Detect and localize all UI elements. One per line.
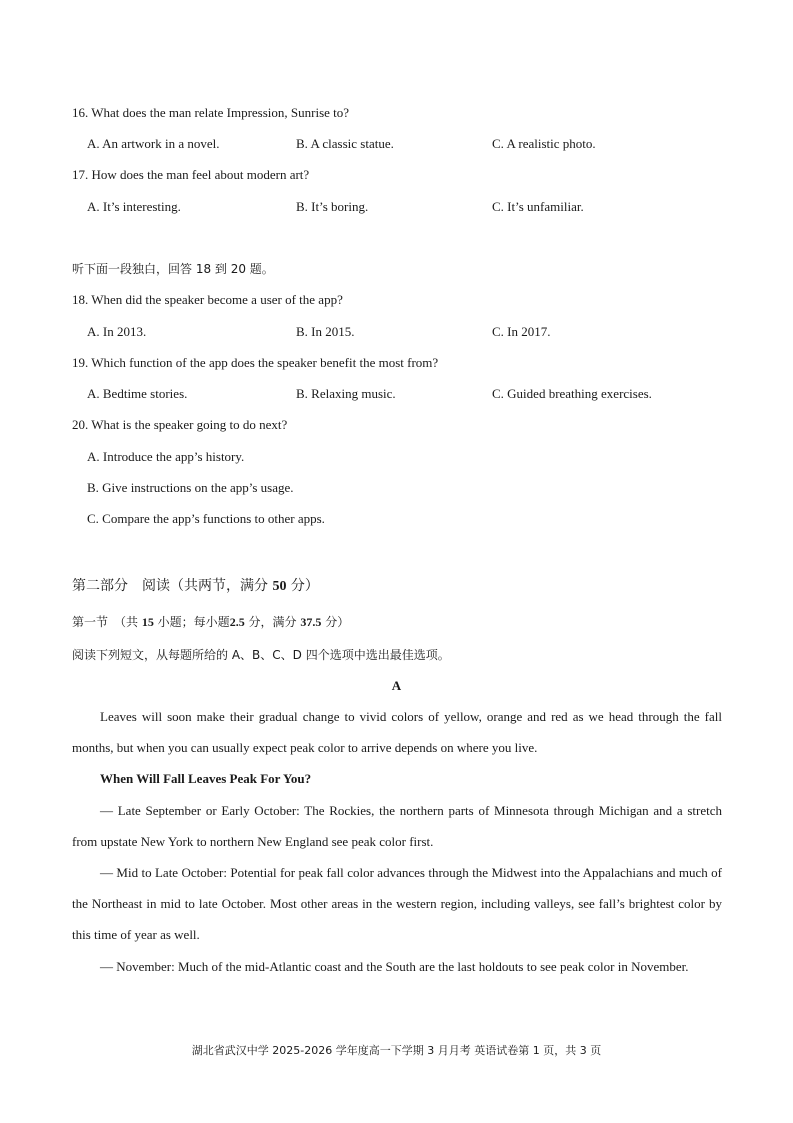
question-19-stem: 19. Which function of the app does the speaker benefit the most from?: [72, 355, 439, 370]
reading-part-points: 50: [272, 579, 287, 594]
question-17-option-b: B. It’s boring.: [296, 199, 369, 214]
monologue-instruction: 听下面一段独白，回答 18 到 20 题。: [72, 262, 274, 276]
question-20-option-b: B. Give instructions on the app’s usage.: [87, 480, 294, 495]
passage-subheading: When Will Fall Leaves Peak For You?: [100, 771, 312, 786]
passage-label: A: [391, 678, 402, 693]
section-points-total: 37.5: [300, 615, 322, 629]
passage-item-mid: — Mid to Late October: Potential for peak fall color advances through the Midwest into the Appalachians and much of the Northeast in mid to late October. Most other areas in the western region, including valleys, see fall’s brightest color by this time of year as well.: [72, 865, 722, 942]
section-title-prefix: 第一节 （共: [72, 615, 139, 629]
question-18-stem: 18. When did the speaker become a user of the app?: [72, 292, 343, 307]
question-17-stem: 17. How does the man feel about modern art?: [72, 167, 310, 182]
question-16-option-b: B. A classic statue.: [296, 136, 394, 151]
question-20-stem: 20. What is the speaker going to do next?: [72, 417, 288, 432]
passage-item-early: — Late September or Early October: The Rockies, the northern parts of Minnesota through Michigan and a stretch from upstate New York to northern New England see peak color first.: [72, 803, 722, 849]
reading-section-title: [72, 614, 349, 630]
passage-intro-paragraph: Leaves will soon make their gradual change to vivid colors of yellow, orange and red as we head through the fall months, but when you can usually expect peak color to arrive depends on where you live.: [72, 709, 722, 755]
page-footer: 湖北省武汉中学 2025-2026 学年度高一下学期 3 月月考 英语试卷第 1 页，共 3 页: [191, 1044, 602, 1057]
section-points-each: 2.5: [229, 615, 245, 629]
question-20-option-a: A. Introduce the app’s history.: [87, 449, 245, 464]
reading-part-title: [72, 578, 319, 595]
question-19-option-c: C. Guided breathing exercises.: [492, 386, 652, 401]
question-17-option-c: C. It’s unfamiliar.: [492, 199, 584, 214]
section-question-count: 15: [141, 615, 154, 629]
reading-part-title-prefix: 第二部分 阅读（共两节，满分: [72, 578, 268, 594]
question-17-option-a: A. It’s interesting.: [87, 199, 181, 214]
question-16-option-a: A. An artwork in a novel.: [87, 136, 220, 151]
question-18-option-c: C. In 2017.: [492, 324, 551, 339]
question-16-stem: 16. What does the man relate Impression, Sunrise to?: [72, 105, 350, 120]
question-19-option-a: A. Bedtime stories.: [87, 386, 188, 401]
section-title-suffix: 分）: [325, 615, 350, 629]
question-16-option-c: C. A realistic photo.: [492, 136, 596, 151]
section-title-mid2: 分，满分: [248, 615, 297, 629]
reading-part-title-suffix: 分）: [290, 578, 319, 594]
question-18-option-b: B. In 2015.: [296, 324, 355, 339]
question-18-option-a: A. In 2013.: [87, 324, 147, 339]
passage-item-november: — November: Much of the mid-Atlantic coast and the South are the last holdouts to see peak color in November.: [100, 959, 689, 974]
reading-instruction: 阅读下列短文，从每题所给的 A、B、C、D 四个选项中选出最佳选项。: [72, 648, 450, 662]
question-20-option-c: C. Compare the app’s functions to other apps.: [87, 511, 325, 526]
section-title-mid1: 小题；每小题: [157, 615, 230, 629]
question-19-option-b: B. Relaxing music.: [296, 386, 396, 401]
